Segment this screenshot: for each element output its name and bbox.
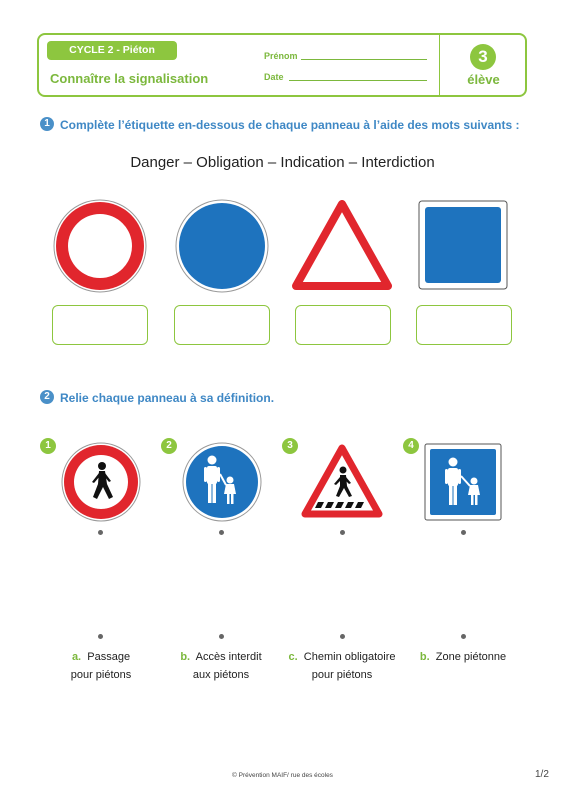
red-ring-icon: [52, 198, 148, 294]
sign-number-3: 3: [282, 438, 298, 454]
pedestrian-crossing-warning-sign-icon: [301, 444, 383, 518]
sign-number-1: 1: [40, 438, 56, 454]
sign-dot-2[interactable]: [219, 530, 224, 535]
definition-a: [46, 648, 156, 684]
date-label: Date: [264, 72, 284, 82]
definition-letter: b.: [419, 651, 430, 663]
sign-dot-3[interactable]: [340, 530, 345, 535]
blue-circle-icon: [174, 198, 270, 294]
sign-dot-4[interactable]: [461, 530, 466, 535]
definition-dot-c[interactable]: [340, 634, 345, 639]
word-list: Danger – Obligation – Indication – Interdiction: [130, 154, 435, 171]
section1-instruction: Complète l’étiquette en-dessous de chaque panneau à l’aide des mots suivants :: [60, 118, 520, 132]
section1-number: 1: [40, 117, 54, 131]
answer-box-4[interactable]: [416, 305, 512, 345]
definition-line2: pour piétons: [311, 669, 373, 681]
definition-dot-d[interactable]: [461, 634, 466, 639]
blue-square-icon: [418, 200, 508, 290]
sign-number-2: 2: [161, 438, 177, 454]
definition-letter: a.: [71, 651, 82, 663]
sign-number-4: 4: [403, 438, 419, 454]
definition-dot-b[interactable]: [219, 634, 224, 639]
level-number: 3: [470, 44, 496, 70]
sign-dot-1[interactable]: [98, 530, 103, 535]
answer-box-1[interactable]: [52, 305, 148, 345]
definition-line2: aux piétons: [192, 669, 250, 681]
definition-letter: c.: [288, 651, 298, 663]
definition-letter: b.: [180, 651, 191, 663]
answer-box-3[interactable]: [295, 305, 391, 345]
date-field[interactable]: [289, 80, 427, 81]
cycle-badge: CYCLE 2 - Piéton: [47, 41, 177, 60]
definition-line1: Accès interdit: [195, 651, 262, 663]
definition-line2: pour piétons: [70, 669, 132, 681]
section2-instruction: Relie chaque panneau à sa définition.: [60, 391, 275, 405]
worksheet-subtitle: Connaître la signalisation: [50, 71, 209, 86]
answer-box-2[interactable]: [174, 305, 270, 345]
section2-number: 2: [40, 390, 54, 404]
definition-line1: Passage: [87, 651, 131, 663]
definition-b: [166, 648, 276, 684]
red-triangle-icon: [292, 200, 392, 292]
definition-c: [280, 648, 404, 684]
prenom-label: Prénom: [264, 51, 298, 61]
definition-dot-a[interactable]: [98, 634, 103, 639]
definition-line1: Chemin obligatoire: [303, 651, 396, 663]
mandatory-pedestrian-path-sign-icon: [182, 442, 262, 522]
definition-d: [408, 648, 518, 666]
footer-credit: © Prévention MAIF/ rue des écoles: [232, 772, 333, 779]
definition-line1: Zone piétonne: [435, 651, 507, 663]
level-label: élève: [467, 72, 500, 87]
page-number: 1/2: [535, 769, 549, 780]
prenom-field[interactable]: [301, 59, 427, 60]
no-pedestrians-sign-icon: [61, 442, 141, 522]
pedestrian-zone-sign-icon: [424, 443, 502, 521]
